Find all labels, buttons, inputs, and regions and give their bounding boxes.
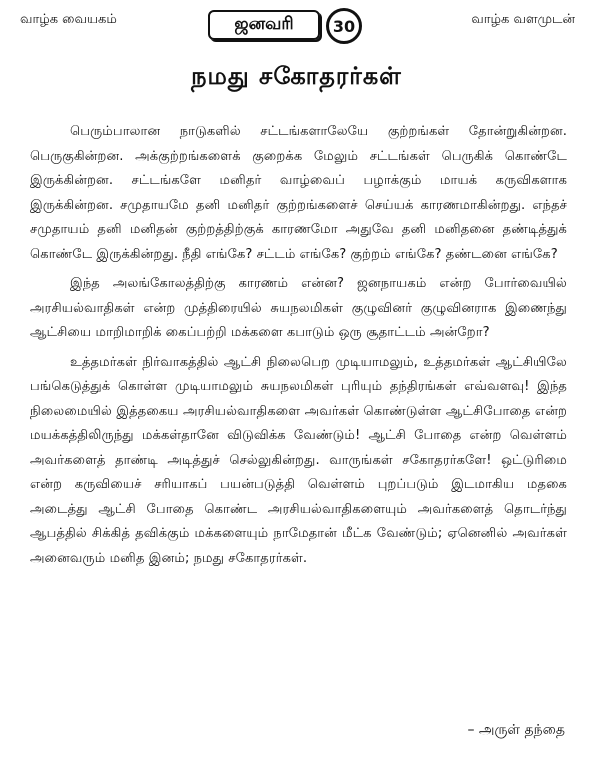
paragraph-2: இந்த அலங்கோலத்திற்கு காரணம் என்ன? ஜனநாயகம் என்ற போர்வையில் அரசியல்வாதிகள் என்ற முத்திரையில் சுயநலமிகள் குழுவினர் குழுவினராக இணைந்து ஆட்சியை மாறிமாறிக் கைப்பற்றி மக்களை கபாடும் ஒரு சூதாட்டம் அன்றோ? (30, 276, 567, 340)
author-signature: – அருள் தந்தை (467, 722, 565, 738)
month-label-box (208, 10, 320, 40)
header-left-text: வாழ்க வையகம் (20, 12, 117, 27)
paragraph-1: பெரும்பாலான நாடுகளில் சட்டங்களாலேயே குற்றங்கள் தோன்றுகின்றன. பெருகுகின்றன. அக்குற்றங்களைக் குறைக்க மேலும் சட்டங்கள் பெருகிக் கொண்டே இருக்கின்றன. சட்டங்களே மனிதர் வாழ்வைப் பழாக்கும் மாயக் கருவிகளாக இருக்கின்றன. சமுதாயமே தனி மனிதர் குற்றங்களைச் செய்யக் காரணமாகின்றது. எந்தச் சமுதாயம் தனி மனிதன் குற்றத்திற்குக் காரணமோ அதுவே தனி மனிதனை தண்டித்துக் கொண்டே இருக்கின்றது. நீதி எங்கே? சட்டம் எங்கே? குற்றம் எங்கே? தண்டனை எங்கே? (30, 124, 567, 262)
day-number: 30 (332, 16, 356, 36)
body-text (30, 120, 567, 576)
month-label: ஜனவரி (234, 14, 294, 34)
day-number-circle (326, 8, 362, 44)
header-right-text: வாழ்க வளமுடன் (471, 12, 575, 27)
paragraph-3: உத்தமர்கள் நிர்வாகத்தில் ஆட்சி நிலைபெற முடியாமலும், உத்தமர்கள் ஆட்சியிலே பங்கெடுத்துக் கொள்ள முடியாமலும் சுயநலமிகள் புரியும் தந்திரங்கள் எவ்வளவு! இந்த நிலைமையில் இத்தகைய அரசியல்வாதிகளை அவர்கள் கொண்டுள்ள ஆட்சிபோதை என்ற மயக்கத்திலிருந்து மக்கள்தானே விடுவிக்க வேண்டும்! ஆட்சி போதை என்ற வெள்ளம் அவர்களைத் தாண்டி அடித்துச் செல்லுகின்றது. வாருங்கள் சகோதரர்களே! ஒட்டுரிமை என்ற கருவியைச் சரியாகப் பயன்படுத்தி வெள்ளம் புறப்படும் இடமாகிய மதகை அடைத்து ஆட்சி போதை கொண்ட அரசியல்வாதிகளையும் அவர்களைத் தொடர்ந்து ஆபத்தில் சிக்கித் தவிக்கும் மக்களையும் நாமேதான் மீட்க வேண்டும்; ஏனெனில் அவர்கள் அனைவரும் மனித இனம்; நமது சகோதரர்கள். (30, 354, 567, 566)
page-header (0, 8, 593, 48)
page-title: நமது சகோதரர்கள் (191, 62, 402, 90)
